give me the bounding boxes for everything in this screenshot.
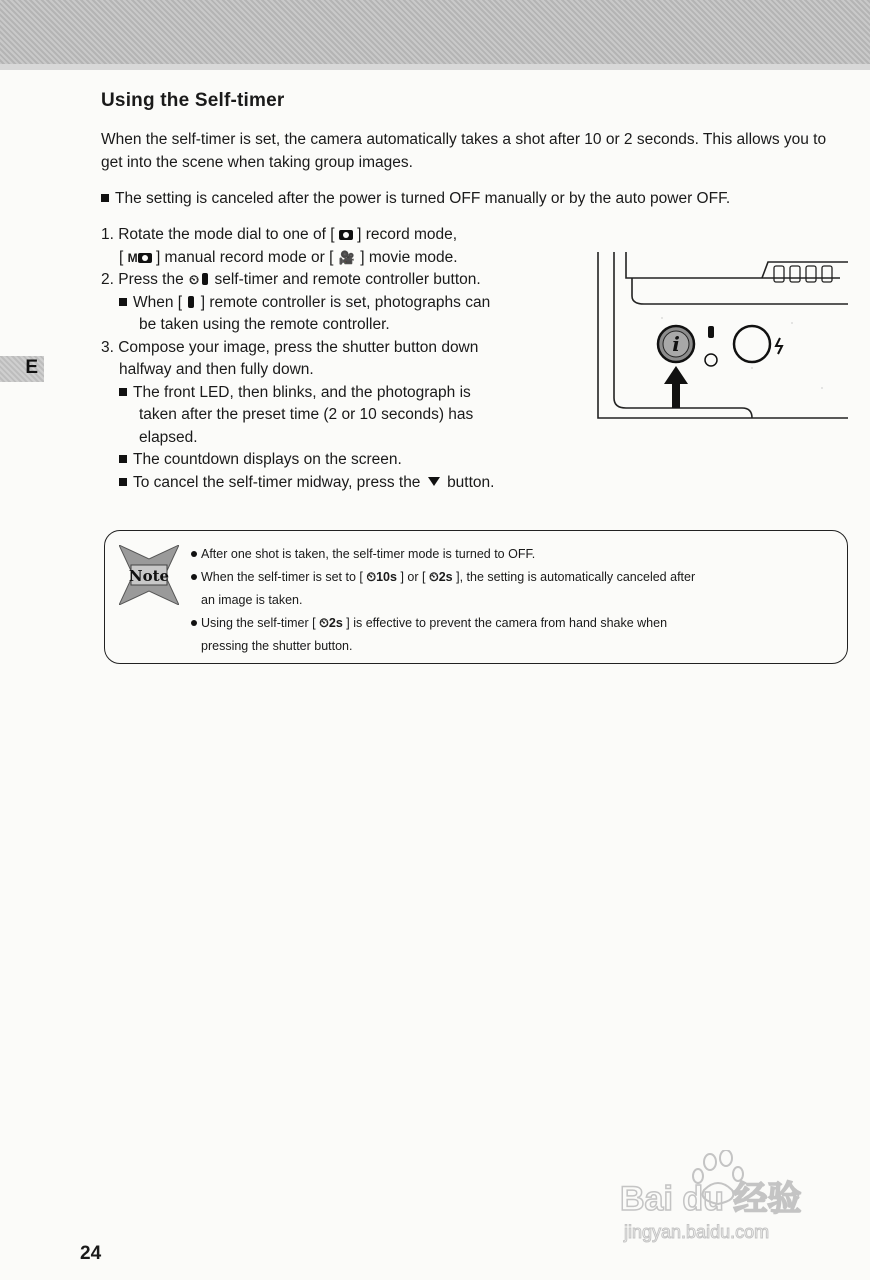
watermark-url: jingyan.baidu.com: [624, 1222, 770, 1242]
manual-camera-icon: M: [127, 250, 138, 265]
square-bullet-icon: [119, 388, 127, 396]
page-number: 24: [80, 1243, 102, 1264]
step-3-sub-1: The front LED, then blinks, and the photograph is: [101, 382, 571, 405]
down-arrow-icon: [428, 477, 440, 486]
square-bullet-icon: [119, 455, 127, 463]
note-item-2: When the self-timer is set to [ ⏲10s ] or [ ⏲2s ], the setting is automatically canceled after: [191, 566, 831, 589]
timer-10s-icon: ⏲10s: [366, 570, 397, 584]
timer-2s-icon: ⏲2s: [319, 616, 343, 630]
note-item-3-cont: pressing the shutter button.: [201, 639, 353, 653]
steps-list: [101, 224, 571, 494]
note-list: [191, 543, 831, 658]
cancel-note: The setting is canceled after the power is turned OFF manually or by the auto power OFF.: [101, 188, 861, 210]
movie-mode-icon: 🎥: [338, 249, 355, 265]
note-item-2-cont: an image is taken.: [201, 593, 303, 607]
language-tab: [0, 356, 44, 382]
step-3-sub-2: The countdown displays on the screen.: [101, 449, 571, 472]
dot-bullet-icon: [191, 551, 197, 557]
dot-bullet-icon: [191, 620, 197, 626]
step-2: 2. Press the ⏲ self-timer and remote controller button.: [101, 269, 571, 292]
step-2-sub: When [ ] remote controller is set, photographs can: [101, 292, 571, 315]
camera-illustration: [592, 248, 848, 428]
square-bullet-icon: [101, 194, 109, 202]
svg-text:i: i: [672, 332, 680, 356]
language-tab-label: E: [25, 357, 38, 378]
camera-record-icon: [339, 230, 353, 240]
square-bullet-icon: [119, 478, 127, 486]
step-3-cont: halfway and then fully down.: [119, 361, 314, 378]
remote-controller-icon: [202, 273, 208, 285]
note-box: [104, 530, 848, 664]
step-1-cont: [ M ] manual record mode or [ 🎥 ] movie mode.: [101, 247, 571, 270]
intro-paragraph: When the self-timer is set, the camera automatically takes a shot after 10 or 2 seconds. This allows you to get into the scene when taking group images.: [101, 131, 827, 171]
step-3-sub-3: To cancel the self-timer midway, press the button.: [101, 472, 571, 495]
note-item-3: Using the self-timer [ ⏲2s ] is effective to prevent the camera from hand shake when: [191, 612, 831, 635]
baidu-watermark: [614, 1150, 824, 1250]
dot-bullet-icon: [191, 574, 197, 580]
self-timer-icon: ⏲: [189, 272, 200, 287]
remote-controller-icon: [188, 296, 194, 308]
square-bullet-icon: [119, 298, 127, 306]
section-title: Using the Self-timer: [101, 90, 285, 111]
step-3-sub-1-cont: taken after the preset time (2 or 10 seconds) has: [139, 406, 474, 423]
note-badge-icon: [119, 545, 179, 605]
manual-camera-body-icon: [138, 253, 152, 263]
step-2-sub-cont: be taken using the remote controller.: [139, 316, 390, 333]
page-header-band: [0, 0, 870, 70]
watermark-brand: Bai du 经验: [620, 1180, 802, 1218]
note-item-1: After one shot is taken, the self-timer mode is turned to OFF.: [191, 543, 831, 566]
step-3-sub-1-cont2: elapsed.: [139, 428, 198, 446]
step-1: 1. Rotate the mode dial to one of [ ] record mode,: [101, 226, 458, 243]
step-3: 3. Compose your image, press the shutter button down: [101, 338, 479, 356]
note-badge-label: Note: [128, 567, 170, 585]
timer-2s-icon: ⏲2s: [428, 570, 453, 584]
